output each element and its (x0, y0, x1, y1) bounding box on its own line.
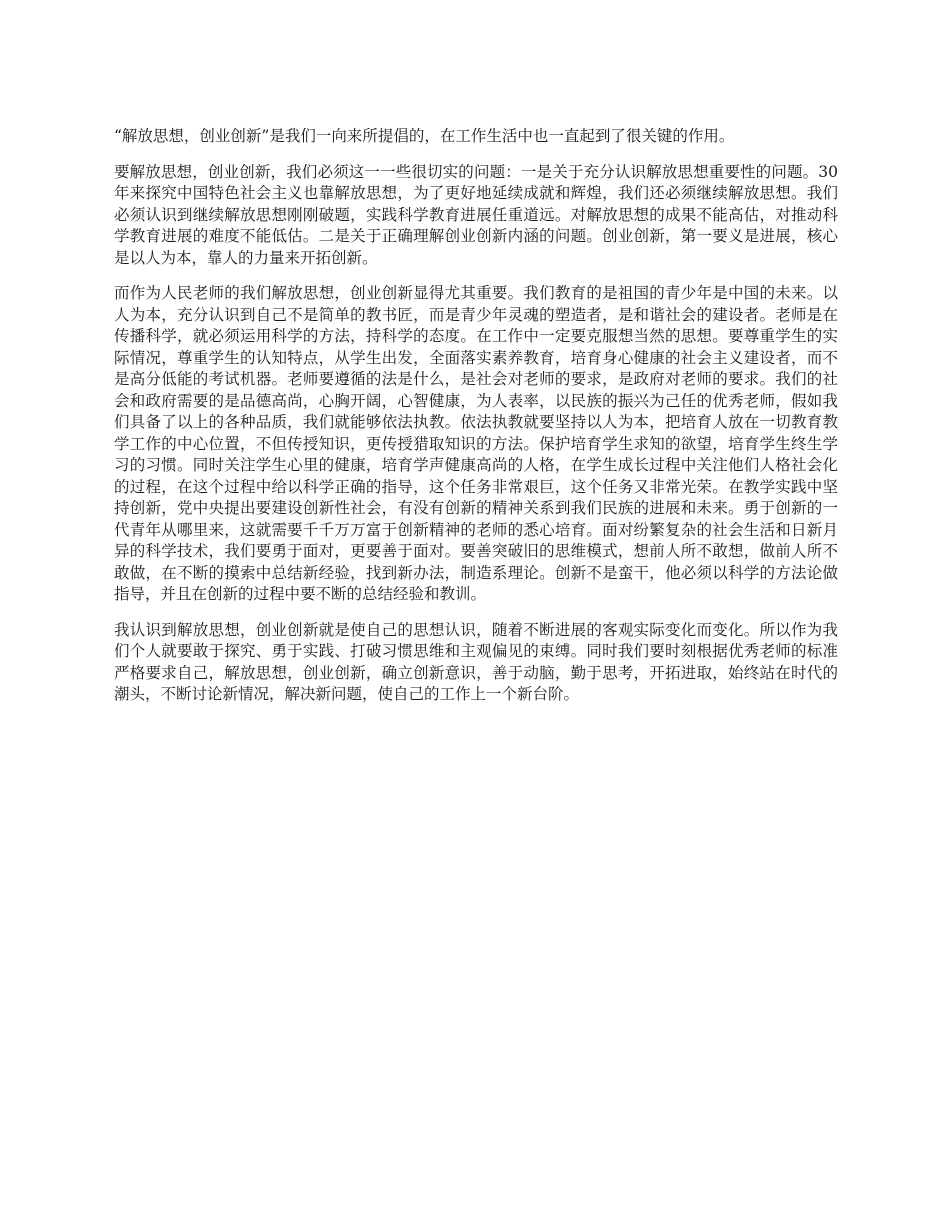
paragraph-teacher-role: 而作为人民老师的我们解放思想，创业创新显得尤其重要。我们教育的是祖国的青少年是中国的未来。以人为本，充分认识到自己不是简单的教书匠，而是青少年灵魂的塑造者，是和谐社会的建设者。老师是在传播科学，就必须运用科学的方法，持科学的态度。在工作中一定要克服想当然的思想。要尊重学生的实际情况，尊重学生的认知特点，从学生出发，全面落实素养教育，培育身心健康的社会主义建设者，而不是高分低能的考试机器。老师要遵循的法是什么，是社会对老师的要求，是政府对老师的要求。我们的社会和政府需要的是品德高尚，心胸开阔，心智健康，为人表率，以民族的振兴为己任的优秀老师，假如我们具备了以上的各种品质，我们就能够依法执教。依法执教就要坚持以人为本，把培育人放在一切教育教学工作的中心位置，不但传授知识，更传授猎取知识的方法。保护培育学生求知的欲望，培育学生终生学习的习惯。同时关注学生心里的健康，培育学声健康高尚的人格，在学生成长过程中关注他们人格社会化的过程，在这个过程中给以科学正确的指导，这个任务非常艰巨，这个任务又非常光荣。在教学实践中坚持创新，党中央提出要建设创新性社会，有没有创新的精神关系到我们民族的进展和未来。勇于创新的一代青年从哪里来，这就需要千千万万富于创新精神的老师的悉心培育。面对纷繁复杂的社会生活和日新月异的科学技术，我们要勇于面对，更要善于面对。要善突破旧的思维模式，想前人所不敢想，做前人所不敢做，在不断的摸索中总结新经验，找到新办法，制造系理论。创新不是蛮干，他必须以科学的方法论做指导，并且在创新的过程中要不断的总结经验和教训。 (114, 284, 838, 603)
paragraph-key-issues: 要解放思想，创业创新，我们必须这一一些很切实的问题：一是关于充分认识解放思想重要性的问题。30年来探究中国特色社会主义也靠解放思想，为了更好地延续成就和辉煌，我们还必须继续解放思想。我们必须认识到继续解放思想刚刚破题，实践科学教育进展任重道远。对解放思想的成果不能高估，对推动科学教育进展的难度不能低估。二是关于正确理解创业创新内涵的问题。创业创新，第一要义是进展，核心是以人为本，靠人的力量来开拓创新。 (114, 162, 838, 267)
document-body (114, 126, 838, 720)
paragraph-intro: “解放思想，创业创新”是我们一向来所提倡的，在工作生活中也一直起到了很关键的作用。 (114, 127, 735, 145)
paragraph-conclusion: 我认识到解放思想，创业创新就是使自己的思想认识，随着不断进展的客观实际变化而变化。所以作为我们个人就要敢于探究、勇于实践、打破习惯思维和主观偏见的束缚。同时我们要时刻根据优秀老师的标准严格要求自己，解放思想，创业创新，确立创新意识，善于动脑，勤于思考，开拓进取，始终站在时代的潮头，不断讨论新情况，解决新问题，使自己的工作上一个新台阶。 (114, 620, 838, 703)
